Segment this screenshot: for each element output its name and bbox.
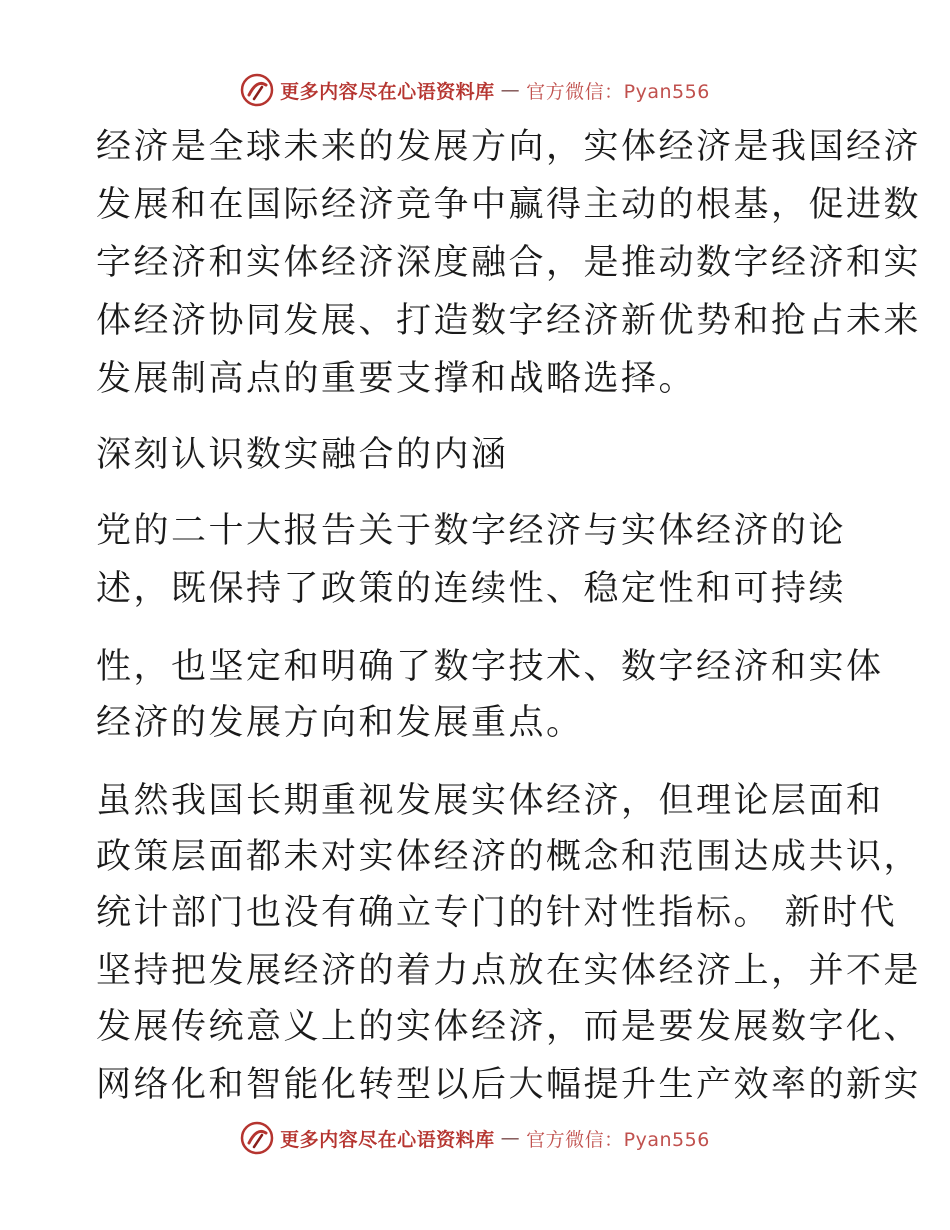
watermark-contact: 官方微信：Pyan556: [526, 1128, 710, 1151]
text-line: 虽然我国长期重视发展实体经济，但理论层面和: [96, 781, 884, 821]
text-line: 坚持把发展经济的着力点放在实体经济上，并不是: [96, 951, 922, 991]
text-line: 发展制高点的重要支撑和战略选择。: [96, 359, 697, 399]
text-line: 经济的发展方向和发展重点。: [96, 703, 584, 743]
text-line: 网络化和智能化转型以后大幅提升生产效率的新实: [96, 1065, 922, 1105]
text-line: 经济是全球未来的发展方向，实体经济是我国经济: [96, 127, 922, 167]
watermark-contact: 官方微信：Pyan556: [526, 80, 710, 103]
section-heading: 深刻认识数实融合的内涵: [96, 435, 509, 475]
watermark-text: 更多内容尽在心语资料库: [280, 1128, 495, 1151]
brand-logo-icon: [240, 1121, 274, 1155]
text-line: 政策层面都未对实体经济的概念和范围达成共识，: [96, 837, 922, 877]
document-body: [96, 118, 922, 1108]
watermark-text: 更多内容尽在心语资料库: [280, 80, 495, 103]
text-line: 发展传统意义上的实体经济，而是要发展数字化、: [96, 1007, 922, 1047]
header-watermark: [0, 70, 950, 110]
watermark-separator: —: [500, 79, 521, 101]
footer-watermark: [0, 1118, 950, 1158]
watermark-separator: —: [500, 1127, 521, 1149]
text-line: 发展和在国际经济竞争中赢得主动的根基，促进数: [96, 185, 922, 225]
brand-logo-icon: [240, 73, 274, 107]
text-line: 性，也坚定和明确了数字技术、数字经济和实体: [96, 647, 884, 687]
text-line: 党的二十大报告关于数字经济与实体经济的论: [96, 511, 847, 551]
text-line: 统计部门也没有确立专门的针对性指标。 新时代: [96, 893, 898, 933]
text-line: 述，既保持了政策的连续性、稳定性和可持续: [96, 569, 847, 609]
text-line: 字经济和实体经济深度融合，是推动数字经济和实: [96, 243, 922, 283]
text-line: 体经济协同发展、打造数字经济新优势和抢占未来: [96, 301, 922, 341]
